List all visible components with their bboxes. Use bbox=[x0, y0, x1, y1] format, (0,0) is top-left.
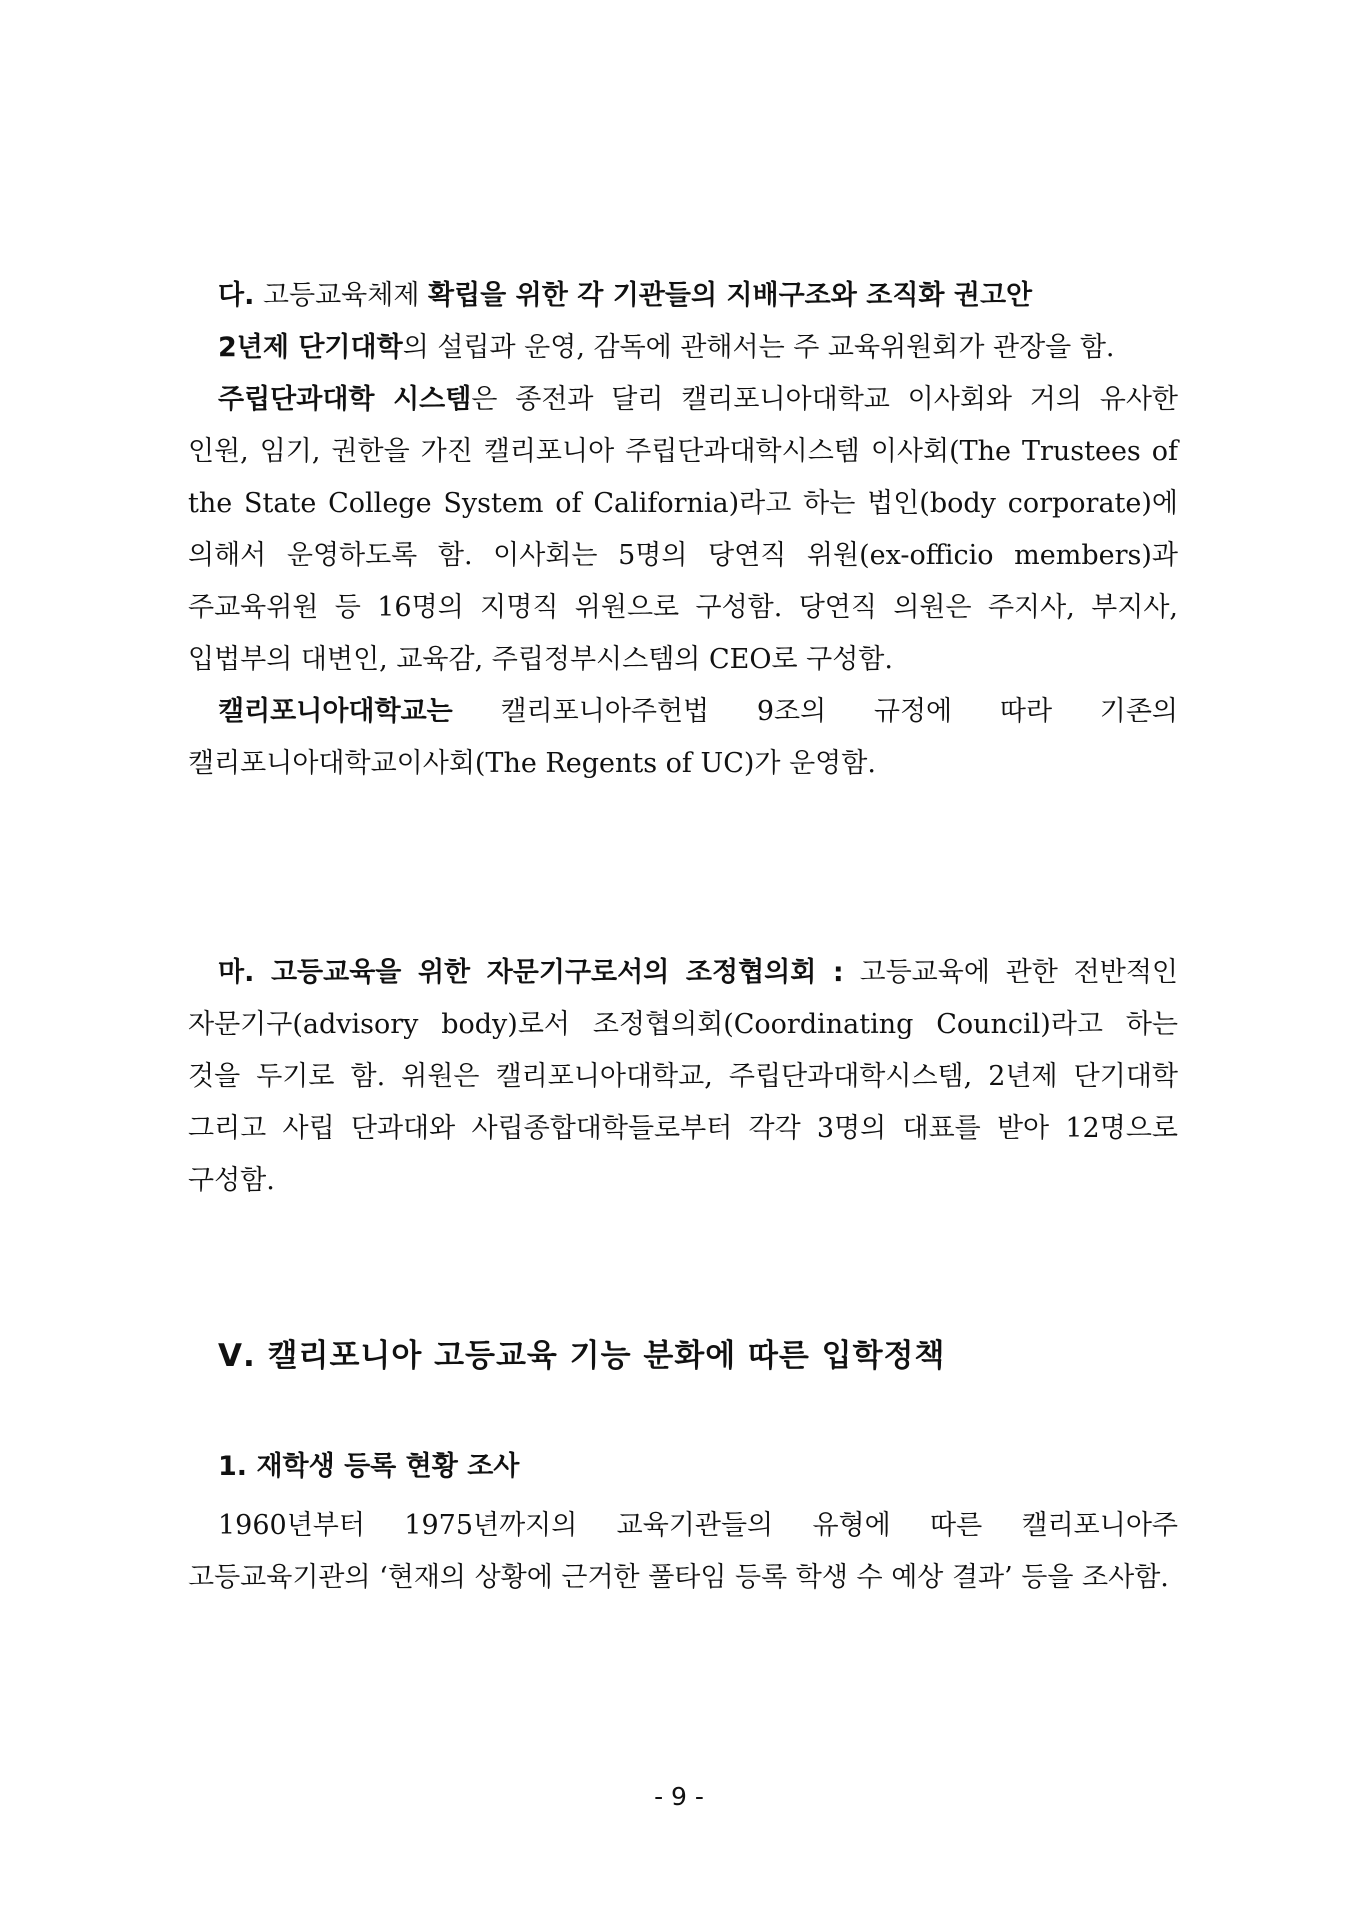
section-da-heading-bold: 확립을 위한 각 기관들의 지배구조와 조직화 권고안 bbox=[428, 280, 1033, 311]
junior-college-term: 2년제 단기대학 bbox=[218, 332, 403, 363]
section-ma-heading: 마. 고등교육을 위한 자문기구로서의 조정협의회 : bbox=[218, 957, 844, 988]
paragraph-coordinating-council bbox=[188, 947, 1178, 1207]
section-da-heading-prefix: 다. bbox=[218, 280, 255, 311]
state-college-text: 은 종전과 달리 캘리포니아대학교 이사회와 거의 유사한 인원, 임기, 권한을 가진 캘리포니아 주립단과대학시스템 이사회(The Trustees of the State College System of California)라고 하는 법인(body corporate)에 의해서 운영하도록 함. 이사회는 5명의 당연직 위원(ex-officio members)과 주교육위원 등 16명의 지명직 위원으로 구성함. 당연직 의원은 주지사, 부지사, 입법부의 대변인, 교육감, 주립정부시스템의 CEO로 구성함. bbox=[188, 384, 1178, 675]
section-ma bbox=[188, 947, 1178, 1207]
paragraph-enrollment: 1960년부터 1975년까지의 교육기관들의 유형에 따른 캘리포니아주 고등교육기관의 ‘현재의 상황에 근거한 풀타임 등록 학생 수 예상 결과’ 등을 조사함. bbox=[188, 1510, 1178, 1593]
uc-term: 캘리포니아대학교는 bbox=[218, 696, 453, 727]
section-da bbox=[188, 270, 1178, 790]
paragraph-junior-college bbox=[188, 322, 1178, 374]
chapter-title: Ⅴ. 캘리포니아 고등교육 기능 분화에 따른 입학정책 bbox=[218, 1338, 946, 1374]
subsection-body bbox=[188, 1500, 1178, 1604]
state-college-term: 주립단과대학 시스템 bbox=[218, 384, 472, 415]
paragraph-state-college bbox=[188, 374, 1178, 686]
junior-college-text: 의 설립과 운영, 감독에 관해서는 주 교육위원회가 관장을 함. bbox=[402, 332, 1115, 363]
uc-text: 캘리포니아주헌법 9조의 규정에 따라 기존의 캘리포니아대학교이사회(The Regents of UC)가 운영함. bbox=[188, 696, 1178, 779]
section-da-heading bbox=[188, 270, 1178, 322]
paragraph-uc bbox=[188, 686, 1178, 790]
page-number: - 9 - bbox=[654, 1782, 704, 1811]
section-ma-text: 고등교육에 관한 전반적인 자문기구(advisory body)로서 조정협의회(Coordinating Council)라고 하는 것을 두기로 함. 위원은 캘리포니아대학교, 주립단과대학시스템, 2년제 단기대학 그리고 사립 단과대와 사립종합대학들로부터 각각 3명의 대표를 받아 12명으로 구성함. bbox=[188, 957, 1178, 1196]
subsection-title: 1. 재학생 등록 현황 조사 bbox=[218, 1451, 520, 1482]
section-da-heading-plain: 고등교육체제 bbox=[254, 280, 429, 311]
